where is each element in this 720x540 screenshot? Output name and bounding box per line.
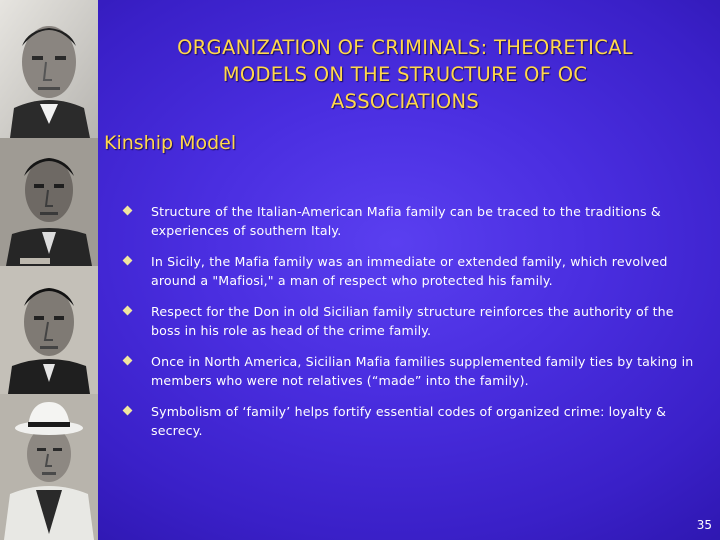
diamond-bullet-icon (123, 406, 133, 416)
bullet-item (124, 352, 694, 390)
diamond-bullet-icon (123, 306, 133, 316)
mugshot-photo-3 (0, 266, 98, 394)
bullet-text: Symbolism of ‘family’ helps fortify essential codes of organized crime: loyalty & secrecy. (151, 404, 667, 438)
page-number: 35 (696, 518, 712, 532)
diamond-bullet-icon (123, 256, 133, 266)
bullet-text: Respect for the Don in old Sicilian family structure reinforces the authority of the boss in his role as head of the crime family. (151, 304, 674, 338)
bullet-text: Structure of the Italian-American Mafia family can be traced to the traditions & experiences of southern Italy. (151, 204, 661, 238)
mugshot-photo-2 (0, 138, 98, 266)
slide-title-line-2: MODELS ON THE STRUCTURE OF OC (222, 63, 588, 86)
bullet-list (124, 202, 694, 452)
bullet-item (124, 302, 694, 340)
section-heading: Kinship Model (104, 132, 237, 154)
bullet-item (124, 402, 694, 440)
bullet-text: In Sicily, the Mafia family was an immediate or extended family, which revolved around a "Mafiosi," a man of respect who protected his family. (151, 254, 668, 288)
slide-title (110, 34, 700, 115)
diamond-bullet-icon (123, 356, 133, 366)
bullet-text: Once in North America, Sicilian Mafia families supplemented family ties by taking in members who were not relatives (“made” into the family). (151, 354, 694, 388)
slide-title-line-3: ASSOCIATIONS (330, 90, 480, 113)
mugshot-photo-1 (0, 0, 98, 138)
bullet-item (124, 202, 694, 240)
photo-strip (0, 0, 98, 540)
diamond-bullet-icon (123, 206, 133, 216)
bullet-item (124, 252, 694, 290)
mugshot-photo-4 (0, 394, 98, 540)
slide-title-line-1: ORGANIZATION OF CRIMINALS: THEORETICAL (177, 36, 633, 59)
